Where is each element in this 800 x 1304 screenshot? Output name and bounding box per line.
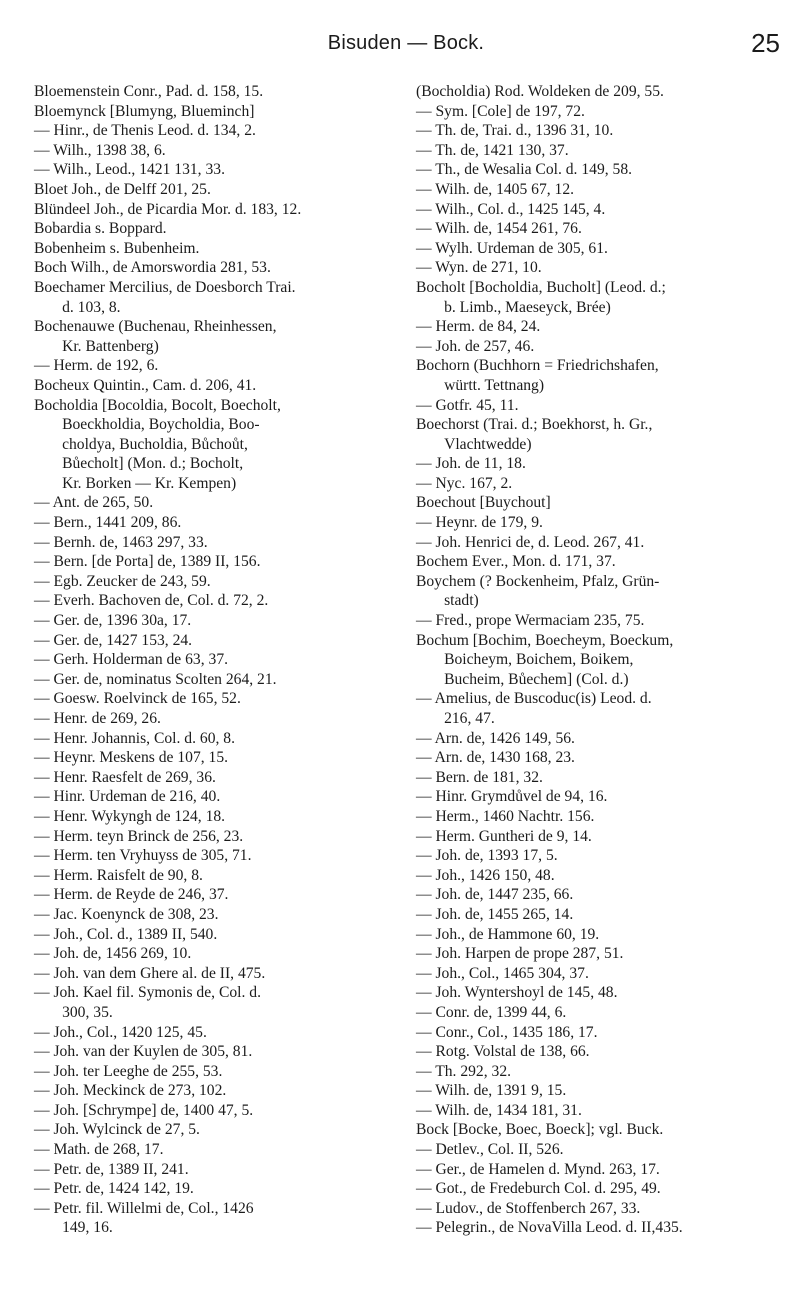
index-entry-line: Bloet Joh., de Delff 201, 25. [34, 180, 211, 198]
index-entry-line: — Joh. de 257, 46. [416, 337, 535, 355]
index-entry-line: — Joh. de, 1393 17, 5. [416, 847, 558, 865]
index-entry-line: — Bernh. de, 1463 297, 33. [34, 533, 208, 551]
index-entry-line: Bloemenstein Conr., Pad. d. 158, 15. [34, 83, 264, 100]
index-entry-line: — Wilh. de, 1405 67, 12. [416, 180, 575, 198]
index-entry-line: — Conr., Col., 1435 186, 17. [416, 1023, 598, 1041]
index-entry-line: — Ant. de 265, 50. [34, 494, 154, 512]
index-entry-line: — Bern. [de Porta] de, 1389 II, 156. [34, 553, 261, 571]
index-entry-line: — Rotg. Volstal de 138, 66. [416, 1043, 590, 1061]
index-entry-line: — Math. de 268, 17. [34, 1141, 164, 1159]
index-entry-line: — Petr. fil. Willelmi de, Col., 1426 [34, 1199, 254, 1217]
index-entry-line: — Detlev., Col. II, 526. [416, 1141, 564, 1159]
index-entry-line: — Herm. Guntheri de 9, 14. [416, 827, 592, 845]
index-entry-line: Boechout [Buychout] [416, 494, 551, 512]
index-entry-line: — Bern. de 181, 32. [416, 768, 543, 786]
index-entry-line: — Herm., 1460 Nachtr. 156. [416, 807, 595, 825]
index-entry-line: — Arn. de, 1426 149, 56. [416, 729, 575, 747]
index-entry-line: — Everh. Bachoven de, Col. d. 72, 2. [34, 592, 269, 610]
index-entry-line: — Petr. de, 1389 II, 241. [34, 1160, 189, 1178]
index-column-left [34, 82, 379, 1238]
index-entry-line: — Joh. van dem Ghere al. de II, 475. [34, 964, 266, 982]
index-entry-line: — Joh. [Schrympe] de, 1400 47, 5. [34, 1101, 254, 1119]
index-entry-line: Boechamer Mercilius, de Doesborch Trai. [34, 278, 296, 296]
index-entry-line: — Ludov., de Stoffenberch 267, 33. [416, 1199, 641, 1217]
index-entry-line: — Herm. de 84, 24. [416, 318, 541, 336]
index-entry-line: — Joh. de, 1455 265, 14. [416, 905, 574, 923]
index-entry-line: — Ger. de, 1427 153, 24. [34, 631, 193, 649]
index-entry-line: — Heynr. Meskens de 107, 15. [34, 749, 229, 767]
index-entry-line: — Amelius, de Buscoduc(is) Leod. d. [416, 690, 652, 708]
index-entry-line: Boechorst (Trai. d.; Boekhorst, h. Gr., [416, 416, 653, 434]
index-entry-line: — Herm. ten Vryhuyss de 305, 71. [34, 847, 252, 865]
index-entry-line: Bobenheim s. Bubenheim. [34, 239, 200, 257]
index-entry-line: b. Limb., Maeseyck, Brée) [444, 298, 611, 316]
index-entry-line: 216, 47. [444, 710, 495, 727]
index-entry-line: — Joh. Wyntershoyl de 145, 48. [416, 984, 618, 1002]
index-entry-line: — Hinr., de Thenis Leod. d. 134, 2. [34, 122, 256, 140]
index-entry-line: Boychem (? Bockenheim, Pfalz, Grün- [416, 572, 660, 590]
index-entry-line: — Joh. de, 1447 235, 66. [416, 886, 574, 904]
index-entry-line: — Nyc. 167, 2. [416, 474, 513, 492]
index-entry-line: — Joh., de Hammone 60, 19. [416, 925, 600, 943]
index-entry-line: Bucheim, Bůechem] (Col. d.) [444, 670, 629, 688]
index-entry-line: Bocholt [Bocholdia, Bucholt] (Leod. d.; [416, 278, 666, 296]
index-entry-line: — Ger. de, nominatus Scolten 264, 21. [34, 670, 277, 688]
index-entry-line: — Gerh. Holderman de 63, 37. [34, 651, 229, 669]
index-entry-line: — Th. de, Trai. d., 1396 31, 10. [416, 122, 614, 140]
index-entry-line: Bochenauwe (Buchenau, Rheinhessen, [34, 318, 277, 336]
index-entry-line: Bloemynck [Blumyng, Blueminch] [34, 102, 255, 120]
index-entry-line: (Bocholdia) Rod. Woldeken de 209, 55. [416, 83, 664, 100]
index-entry-line: — Hinr. Grymdůvel de 94, 16. [416, 788, 608, 806]
index-entry-line: — Joh., Col., 1420 125, 45. [34, 1023, 207, 1041]
index-entry-line: Bock [Bocke, Boec, Boeck]; vgl. Buck. [416, 1121, 664, 1139]
index-entry-line: — Ger., de Hamelen d. Mynd. 263, 17. [416, 1160, 660, 1178]
index-entry-line: choldya, Bucholdia, Bůchoůt, [62, 435, 248, 453]
index-entry-line: — Herm. Raisfelt de 90, 8. [34, 866, 203, 884]
index-entry-line: — Joh. Meckinck de 273, 102. [34, 1082, 227, 1100]
index-entry-line: Boicheym, Boichem, Boikem, [444, 651, 634, 669]
index-entry-line: — Gotfr. 45, 11. [416, 396, 519, 414]
index-entry-line: — Wyn. de 271, 10. [416, 259, 542, 277]
page-header [32, 28, 780, 68]
index-entry-line: — Henr. Johannis, Col. d. 60, 8. [34, 729, 235, 747]
index-entry-line: — Wylh. Urdeman de 305, 61. [416, 239, 608, 257]
index-entry-line: — Herm. de 192, 6. [34, 357, 159, 375]
index-entry-line: Bochorn (Buchhorn = Friedrichshafen, [416, 357, 659, 375]
running-head: Bisuden — Bock. [327, 32, 485, 54]
index-entry-line: — Wilh., Leod., 1421 131, 33. [34, 161, 225, 179]
index-entry-line: — Henr. Raesfelt de 269, 36. [34, 768, 216, 786]
index-entry-line: — Joh. Harpen de prope 287, 51. [416, 945, 624, 963]
index-entry-line: Boeckholdia, Boycholdia, Boo- [62, 416, 260, 434]
index-entry-line: Bochem Ever., Mon. d. 171, 37. [416, 553, 616, 571]
index-entry-line: Boch Wilh., de Amorswordia 281, 53. [34, 259, 271, 277]
index-entry-line: — Joh. Kael fil. Symonis de, Col. d. [34, 984, 261, 1002]
index-entry-line: — Petr. de, 1424 142, 19. [34, 1180, 194, 1198]
index-entry-line: — Wilh. de, 1391 9, 15. [416, 1082, 567, 1100]
index-entry-line: — Joh. Wylcinck de 27, 5. [34, 1121, 200, 1139]
index-entry-line: — Joh., Col., 1465 304, 37. [416, 964, 589, 982]
index-entry-line: — Th., de Wesalia Col. d. 149, 58. [416, 161, 633, 179]
index-entry-line: 300, 35. [62, 1003, 113, 1021]
index-entry-line: Bocholdia [Bocoldia, Bocolt, Boecholt, [34, 396, 281, 414]
index-entry-line: — Bern., 1441 209, 86. [34, 514, 182, 532]
index-entry-line: — Joh. de, 1456 269, 10. [34, 945, 192, 963]
index-entry-line: — Wilh. de, 1434 181, 31. [416, 1101, 582, 1119]
index-entry-line: — Got., de Fredeburch Col. d. 295, 49. [416, 1180, 661, 1198]
index-entry-line: — Joh. Henrici de, d. Leod. 267, 41. [416, 533, 645, 551]
index-entry-line: stadt) [444, 592, 479, 610]
index-entry-line: — Conr. de, 1399 44, 6. [416, 1003, 567, 1021]
index-entry-line: — Ger. de, 1396 30a, 17. [34, 612, 192, 630]
index-entry-line: — Joh. de 11, 18. [416, 455, 526, 473]
index-entry-line: Bocheux Quintin., Cam. d. 206, 41. [34, 376, 257, 394]
index-entry-line: — Joh., 1426 150, 48. [416, 866, 555, 884]
index-entry-line: württ. Tettnang) [444, 376, 545, 394]
index-entry-line: — Goesw. Roelvinck de 165, 52. [34, 690, 241, 708]
index-entry-line: — Joh. ter Leeghe de 255, 53. [34, 1062, 223, 1080]
index-entry-line: — Henr. de 269, 26. [34, 710, 161, 727]
index-entry-line: — Jac. Koenynck de 308, 23. [34, 905, 219, 923]
index-entry-line: — Joh. van der Kuylen de 305, 81. [34, 1043, 253, 1061]
index-entry-line: — Arn. de, 1430 168, 23. [416, 749, 575, 767]
index-entry-line: — Sym. [Cole] de 197, 72. [416, 102, 585, 120]
index-column-right [416, 82, 761, 1238]
index-entry-line: d. 103, 8. [62, 298, 121, 316]
index-entry-line: — Joh., Col. d., 1389 II, 540. [34, 925, 218, 943]
index-entry-line: — Egb. Zeucker de 243, 59. [34, 572, 211, 590]
index-entry-line: Kr. Battenberg) [62, 337, 159, 355]
index-entry-line: — Th. de, 1421 130, 37. [416, 141, 569, 159]
page-number: 25 [751, 28, 780, 58]
index-entry-line: — Henr. Wykyngh de 124, 18. [34, 807, 226, 825]
index-entry-line: — Hinr. Urdeman de 216, 40. [34, 788, 221, 806]
index-entry-line: — Wilh., Col. d., 1425 145, 4. [416, 200, 606, 218]
index-entry-line: Blündeel Joh., de Picardia Mor. d. 183, 12. [34, 200, 302, 218]
index-entry-line: — Heynr. de 179, 9. [416, 514, 543, 532]
index-entry-line: — Wilh., 1398 38, 6. [34, 141, 166, 159]
index-entry-line: Bůecholt] (Mon. d.; Bocholt, [62, 455, 244, 473]
index-entry-line: — Herm. teyn Brinck de 256, 23. [34, 827, 244, 845]
index-entry-line: — Fred., prope Wermaciam 235, 75. [416, 612, 645, 630]
index-entry-line: — Pelegrin., de NovaVilla Leod. d. II,435. [416, 1219, 683, 1237]
index-entry-line: Bobardia s. Boppard. [34, 220, 167, 238]
index-entry-line: Vlachtwedde) [444, 435, 532, 453]
index-entry-line: — Th. 292, 32. [416, 1062, 512, 1080]
index-entry-line: — Herm. de Reyde de 246, 37. [34, 886, 229, 904]
index-entry-line: Kr. Borken — Kr. Kempen) [62, 474, 237, 492]
index-entry-line: 149, 16. [62, 1219, 113, 1237]
index-entry-line: Bochum [Bochim, Boecheym, Boeckum, [416, 631, 674, 649]
index-entry-line: — Wilh. de, 1454 261, 76. [416, 220, 582, 238]
